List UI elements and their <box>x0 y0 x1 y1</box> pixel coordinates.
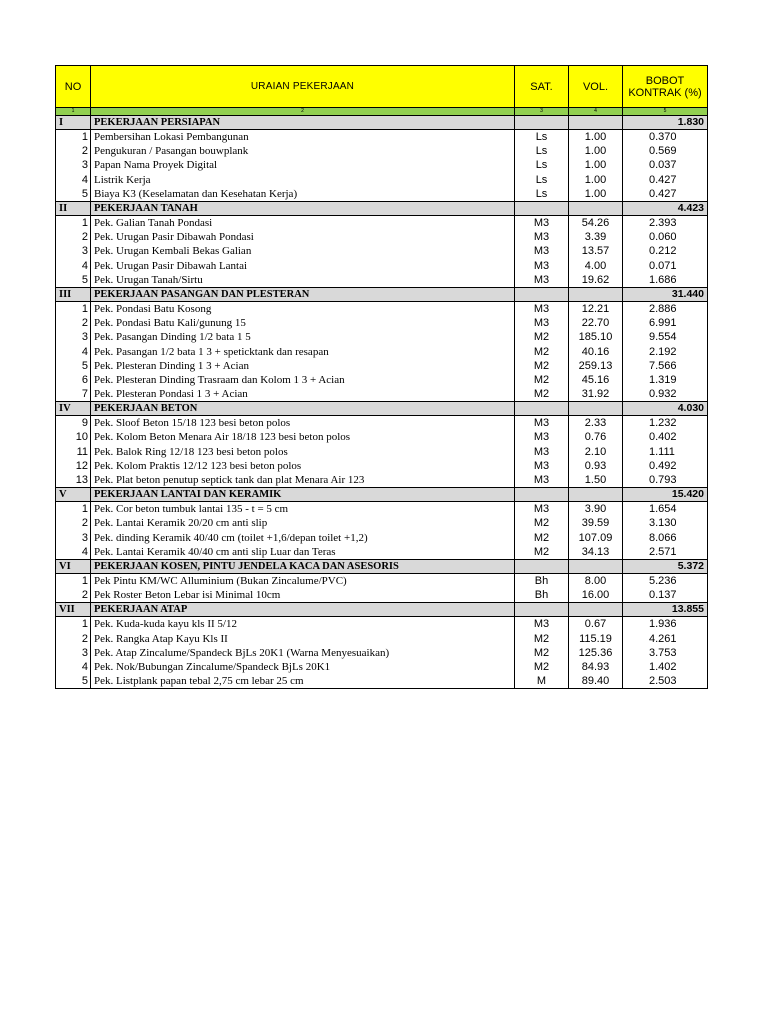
item-description: Pembersihan Lokasi Pembangunan <box>91 130 515 145</box>
item-number: 4 <box>56 344 91 358</box>
item-description: Pek. Plat beton penutup septick tank dan plat Menara Air 123 <box>91 473 515 488</box>
item-volume: 1.50 <box>569 473 623 488</box>
item-number: 5 <box>56 273 91 288</box>
item-description: Papan Nama Proyek Digital <box>91 158 515 172</box>
item-volume: 0.67 <box>569 617 623 632</box>
colnum-cell: 4 <box>569 108 623 116</box>
item-volume: 8.00 <box>569 573 623 588</box>
item-unit: M3 <box>515 416 569 431</box>
item-number: 1 <box>56 502 91 517</box>
item-bobot: 0.060 <box>623 230 708 244</box>
item-bobot: 0.427 <box>623 187 708 202</box>
item-number: 5 <box>56 359 91 373</box>
item-volume: 1.00 <box>569 173 623 187</box>
item-description: Pek. Rangka Atap Kayu Kls II <box>91 631 515 645</box>
item-description: Pek. Pasangan Dinding 1/2 bata 1 5 <box>91 330 515 344</box>
section-total: 1.830 <box>623 116 708 130</box>
item-number: 4 <box>56 545 91 560</box>
item-bobot: 0.370 <box>623 130 708 145</box>
item-number: 3 <box>56 646 91 660</box>
table-header-row <box>56 66 708 108</box>
item-volume: 115.19 <box>569 631 623 645</box>
item-volume: 0.76 <box>569 430 623 444</box>
item-volume: 31.92 <box>569 387 623 402</box>
item-description: Pek. Kolom Praktis 12/12 123 besi beton polos <box>91 459 515 473</box>
item-bobot: 0.037 <box>623 158 708 172</box>
item-bobot: 0.569 <box>623 144 708 158</box>
item-description: Pek. Kolom Beton Menara Air 18/18 123 besi beton polos <box>91 430 515 444</box>
item-number: 2 <box>56 588 91 603</box>
item-volume: 34.13 <box>569 545 623 560</box>
item-bobot: 1.232 <box>623 416 708 431</box>
colnum-cell: 3 <box>515 108 569 116</box>
section-row <box>56 603 708 617</box>
item-unit: M2 <box>515 516 569 530</box>
section-title: PEKERJAAN KOSEN, PINTU JENDELA KACA DAN ASESORIS <box>91 559 515 573</box>
item-unit: M2 <box>515 545 569 560</box>
item-number: 5 <box>56 187 91 202</box>
item-number: 3 <box>56 330 91 344</box>
section-number: III <box>56 287 91 301</box>
item-volume: 259.13 <box>569 359 623 373</box>
section-total: 4.030 <box>623 402 708 416</box>
item-description: Pek. Atap Zincalume/Spandeck BjLs 20K1 (Warna Menyesuaikan) <box>91 646 515 660</box>
item-description: Biaya K3 (Keselamatan dan Kesehatan Kerja) <box>91 187 515 202</box>
section-title: PEKERJAAN PASANGAN DAN PLESTERAN <box>91 287 515 301</box>
section-empty-cell <box>569 201 623 215</box>
item-bobot: 0.212 <box>623 244 708 258</box>
item-description: Pek. Lantai Keramik 40/40 cm anti slip Luar dan Teras <box>91 545 515 560</box>
table-row <box>56 330 708 344</box>
item-bobot: 3.753 <box>623 646 708 660</box>
item-bobot: 2.393 <box>623 215 708 230</box>
item-unit: M2 <box>515 631 569 645</box>
section-empty-cell <box>515 402 569 416</box>
section-row <box>56 287 708 301</box>
item-bobot: 0.137 <box>623 588 708 603</box>
item-bobot: 0.402 <box>623 430 708 444</box>
section-total: 31.440 <box>623 287 708 301</box>
item-number: 6 <box>56 373 91 387</box>
table-body <box>56 116 708 689</box>
item-volume: 4.00 <box>569 259 623 273</box>
item-bobot: 4.261 <box>623 631 708 645</box>
item-number: 4 <box>56 259 91 273</box>
table-row <box>56 359 708 373</box>
section-empty-cell <box>569 603 623 617</box>
item-description: Pek. Sloof Beton 15/18 123 besi beton polos <box>91 416 515 431</box>
item-description: Pek. Urugan Pasir Dibawah Lantai <box>91 259 515 273</box>
section-total: 15.420 <box>623 488 708 502</box>
section-empty-cell <box>515 559 569 573</box>
section-number: VI <box>56 559 91 573</box>
item-description: Pek. Pondasi Batu Kosong <box>91 301 515 316</box>
item-unit: M3 <box>515 259 569 273</box>
table-row <box>56 660 708 674</box>
table-row <box>56 674 708 689</box>
item-unit: Ls <box>515 158 569 172</box>
item-bobot: 0.932 <box>623 387 708 402</box>
section-empty-cell <box>569 559 623 573</box>
section-total: 13.855 <box>623 603 708 617</box>
colnum-cell: 2 <box>91 108 515 116</box>
item-unit: M2 <box>515 660 569 674</box>
item-bobot: 2.571 <box>623 545 708 560</box>
item-volume: 16.00 <box>569 588 623 603</box>
item-volume: 13.57 <box>569 244 623 258</box>
item-description: Pek. Lantai Keramik 20/20 cm anti slip <box>91 516 515 530</box>
item-unit: M3 <box>515 430 569 444</box>
section-total: 4.423 <box>623 201 708 215</box>
colnum-cell: 1 <box>56 108 91 116</box>
item-unit: M3 <box>515 459 569 473</box>
table-row <box>56 573 708 588</box>
header-sat: SAT. <box>515 66 569 108</box>
section-empty-cell <box>569 488 623 502</box>
table-row <box>56 273 708 288</box>
boq-table <box>55 65 708 689</box>
section-empty-cell <box>515 287 569 301</box>
item-volume: 19.62 <box>569 273 623 288</box>
item-description: Pek. Plesteran Dinding 1 3 + Acian <box>91 359 515 373</box>
table-row <box>56 244 708 258</box>
item-volume: 185.10 <box>569 330 623 344</box>
item-number: 10 <box>56 430 91 444</box>
item-number: 4 <box>56 660 91 674</box>
item-number: 13 <box>56 473 91 488</box>
item-number: 3 <box>56 244 91 258</box>
item-number: 3 <box>56 531 91 545</box>
item-unit: Bh <box>515 573 569 588</box>
item-volume: 45.16 <box>569 373 623 387</box>
table-row <box>56 259 708 273</box>
item-volume: 12.21 <box>569 301 623 316</box>
table-row <box>56 617 708 632</box>
section-row <box>56 559 708 573</box>
table-row <box>56 631 708 645</box>
item-number: 1 <box>56 301 91 316</box>
item-volume: 84.93 <box>569 660 623 674</box>
section-title: PEKERJAAN ATAP <box>91 603 515 617</box>
section-empty-cell <box>569 402 623 416</box>
item-unit: M2 <box>515 344 569 358</box>
section-empty-cell <box>515 201 569 215</box>
section-number: VII <box>56 603 91 617</box>
item-volume: 125.36 <box>569 646 623 660</box>
table-row <box>56 230 708 244</box>
table-row <box>56 301 708 316</box>
table-row <box>56 387 708 402</box>
item-number: 2 <box>56 316 91 330</box>
item-description: Pek. Galian Tanah Pondasi <box>91 215 515 230</box>
item-unit: M2 <box>515 373 569 387</box>
colnum-cell: 5 <box>623 108 708 116</box>
item-bobot: 0.793 <box>623 473 708 488</box>
item-volume: 3.39 <box>569 230 623 244</box>
item-bobot: 1.936 <box>623 617 708 632</box>
item-unit: Ls <box>515 173 569 187</box>
header-bobot: BOBOT KONTRAK (%) <box>623 66 708 108</box>
item-description: Pek Roster Beton Lebar isi Minimal 10cm <box>91 588 515 603</box>
item-number: 1 <box>56 573 91 588</box>
section-title: PEKERJAAN BETON <box>91 402 515 416</box>
item-bobot: 1.319 <box>623 373 708 387</box>
item-description: Pek. Pondasi Batu Kali/gunung 15 <box>91 316 515 330</box>
item-volume: 2.10 <box>569 445 623 459</box>
item-bobot: 0.071 <box>623 259 708 273</box>
item-unit: M3 <box>515 473 569 488</box>
item-description: Pek. Listplank papan tebal 2,75 cm lebar 25 cm <box>91 674 515 689</box>
item-unit: M3 <box>515 445 569 459</box>
item-bobot: 2.886 <box>623 301 708 316</box>
item-number: 3 <box>56 158 91 172</box>
section-row <box>56 116 708 130</box>
item-number: 5 <box>56 674 91 689</box>
item-bobot: 2.192 <box>623 344 708 358</box>
item-bobot: 8.066 <box>623 531 708 545</box>
header-vol: VOL. <box>569 66 623 108</box>
item-unit: M2 <box>515 387 569 402</box>
item-description: Pek. Urugan Pasir Dibawah Pondasi <box>91 230 515 244</box>
section-title: PEKERJAAN LANTAI DAN KERAMIK <box>91 488 515 502</box>
section-title: PEKERJAAN TANAH <box>91 201 515 215</box>
column-number-row <box>56 108 708 116</box>
item-volume: 2.33 <box>569 416 623 431</box>
item-unit: Ls <box>515 187 569 202</box>
section-total: 5.372 <box>623 559 708 573</box>
item-volume: 3.90 <box>569 502 623 517</box>
item-number: 1 <box>56 617 91 632</box>
header-no: NO <box>56 66 91 108</box>
item-bobot: 1.402 <box>623 660 708 674</box>
item-description: Pek. dinding Keramik 40/40 cm (toilet +1,6/depan toilet +1,2) <box>91 531 515 545</box>
item-volume: 107.09 <box>569 531 623 545</box>
table-row <box>56 545 708 560</box>
item-number: 1 <box>56 130 91 145</box>
item-number: 7 <box>56 387 91 402</box>
item-unit: M <box>515 674 569 689</box>
table-row <box>56 531 708 545</box>
item-bobot: 6.991 <box>623 316 708 330</box>
item-unit: M3 <box>515 230 569 244</box>
table-row <box>56 187 708 202</box>
table-row <box>56 373 708 387</box>
section-empty-cell <box>569 287 623 301</box>
item-number: 2 <box>56 516 91 530</box>
item-unit: M2 <box>515 359 569 373</box>
item-bobot: 3.130 <box>623 516 708 530</box>
header-uraian: URAIAN PEKERJAAN <box>91 66 515 108</box>
section-empty-cell <box>569 116 623 130</box>
item-description: Pek. Kuda-kuda kayu kls II 5/12 <box>91 617 515 632</box>
section-number: II <box>56 201 91 215</box>
item-number: 2 <box>56 144 91 158</box>
item-volume: 54.26 <box>569 215 623 230</box>
item-unit: Ls <box>515 130 569 145</box>
section-number: I <box>56 116 91 130</box>
item-bobot: 9.554 <box>623 330 708 344</box>
section-row <box>56 402 708 416</box>
item-volume: 1.00 <box>569 187 623 202</box>
item-number: 4 <box>56 173 91 187</box>
item-description: Pek. Cor beton tumbuk lantai 135 - t = 5 cm <box>91 502 515 517</box>
item-unit: M3 <box>515 301 569 316</box>
item-bobot: 1.111 <box>623 445 708 459</box>
item-unit: M3 <box>515 215 569 230</box>
item-volume: 40.16 <box>569 344 623 358</box>
item-unit: M2 <box>515 330 569 344</box>
item-unit: Bh <box>515 588 569 603</box>
section-number: IV <box>56 402 91 416</box>
section-title: PEKERJAAN PERSIAPAN <box>91 116 515 130</box>
item-volume: 39.59 <box>569 516 623 530</box>
item-bobot: 2.503 <box>623 674 708 689</box>
item-number: 9 <box>56 416 91 431</box>
item-unit: M3 <box>515 502 569 517</box>
item-bobot: 0.427 <box>623 173 708 187</box>
table-row <box>56 316 708 330</box>
item-number: 2 <box>56 631 91 645</box>
table-row <box>56 502 708 517</box>
table-row <box>56 416 708 431</box>
item-volume: 1.00 <box>569 158 623 172</box>
section-empty-cell <box>515 116 569 130</box>
table-row <box>56 344 708 358</box>
item-volume: 22.70 <box>569 316 623 330</box>
item-unit: M2 <box>515 646 569 660</box>
section-row <box>56 488 708 502</box>
table-row <box>56 646 708 660</box>
item-description: Pengukuran / Pasangan bouwplank <box>91 144 515 158</box>
item-volume: 89.40 <box>569 674 623 689</box>
section-empty-cell <box>515 603 569 617</box>
item-number: 2 <box>56 230 91 244</box>
table-row <box>56 473 708 488</box>
item-bobot: 1.654 <box>623 502 708 517</box>
item-bobot: 1.686 <box>623 273 708 288</box>
item-description: Pek Pintu KM/WC Alluminium (Bukan Zincalume/PVC) <box>91 573 515 588</box>
section-empty-cell <box>515 488 569 502</box>
item-description: Pek. Plesteran Pondasi 1 3 + Acian <box>91 387 515 402</box>
table-row <box>56 144 708 158</box>
table-row <box>56 130 708 145</box>
item-unit: M3 <box>515 316 569 330</box>
table-row <box>56 516 708 530</box>
table-row <box>56 445 708 459</box>
item-unit: M3 <box>515 617 569 632</box>
item-description: Pek. Nok/Bubungan Zincalume/Spandeck BjLs 20K1 <box>91 660 515 674</box>
item-description: Pek. Balok Ring 12/18 123 besi beton polos <box>91 445 515 459</box>
item-unit: M3 <box>515 244 569 258</box>
item-bobot: 7.566 <box>623 359 708 373</box>
item-description: Listrik Kerja <box>91 173 515 187</box>
item-volume: 0.93 <box>569 459 623 473</box>
item-description: Pek. Pasangan 1/2 bata 1 3 + speticktank dan resapan <box>91 344 515 358</box>
item-number: 1 <box>56 215 91 230</box>
table-row <box>56 430 708 444</box>
table-row <box>56 158 708 172</box>
item-volume: 1.00 <box>569 130 623 145</box>
item-unit: M2 <box>515 531 569 545</box>
table-row <box>56 588 708 603</box>
item-number: 12 <box>56 459 91 473</box>
section-row <box>56 201 708 215</box>
item-number: 11 <box>56 445 91 459</box>
item-unit: Ls <box>515 144 569 158</box>
table-row <box>56 459 708 473</box>
table-row <box>56 173 708 187</box>
table-row <box>56 215 708 230</box>
item-bobot: 0.492 <box>623 459 708 473</box>
item-description: Pek. Urugan Tanah/Sirtu <box>91 273 515 288</box>
item-description: Pek. Urugan Kembali Bekas Galian <box>91 244 515 258</box>
section-number: V <box>56 488 91 502</box>
item-unit: M3 <box>515 273 569 288</box>
item-bobot: 5.236 <box>623 573 708 588</box>
item-volume: 1.00 <box>569 144 623 158</box>
item-description: Pek. Plesteran Dinding Trasraam dan Kolom 1 3 + Acian <box>91 373 515 387</box>
